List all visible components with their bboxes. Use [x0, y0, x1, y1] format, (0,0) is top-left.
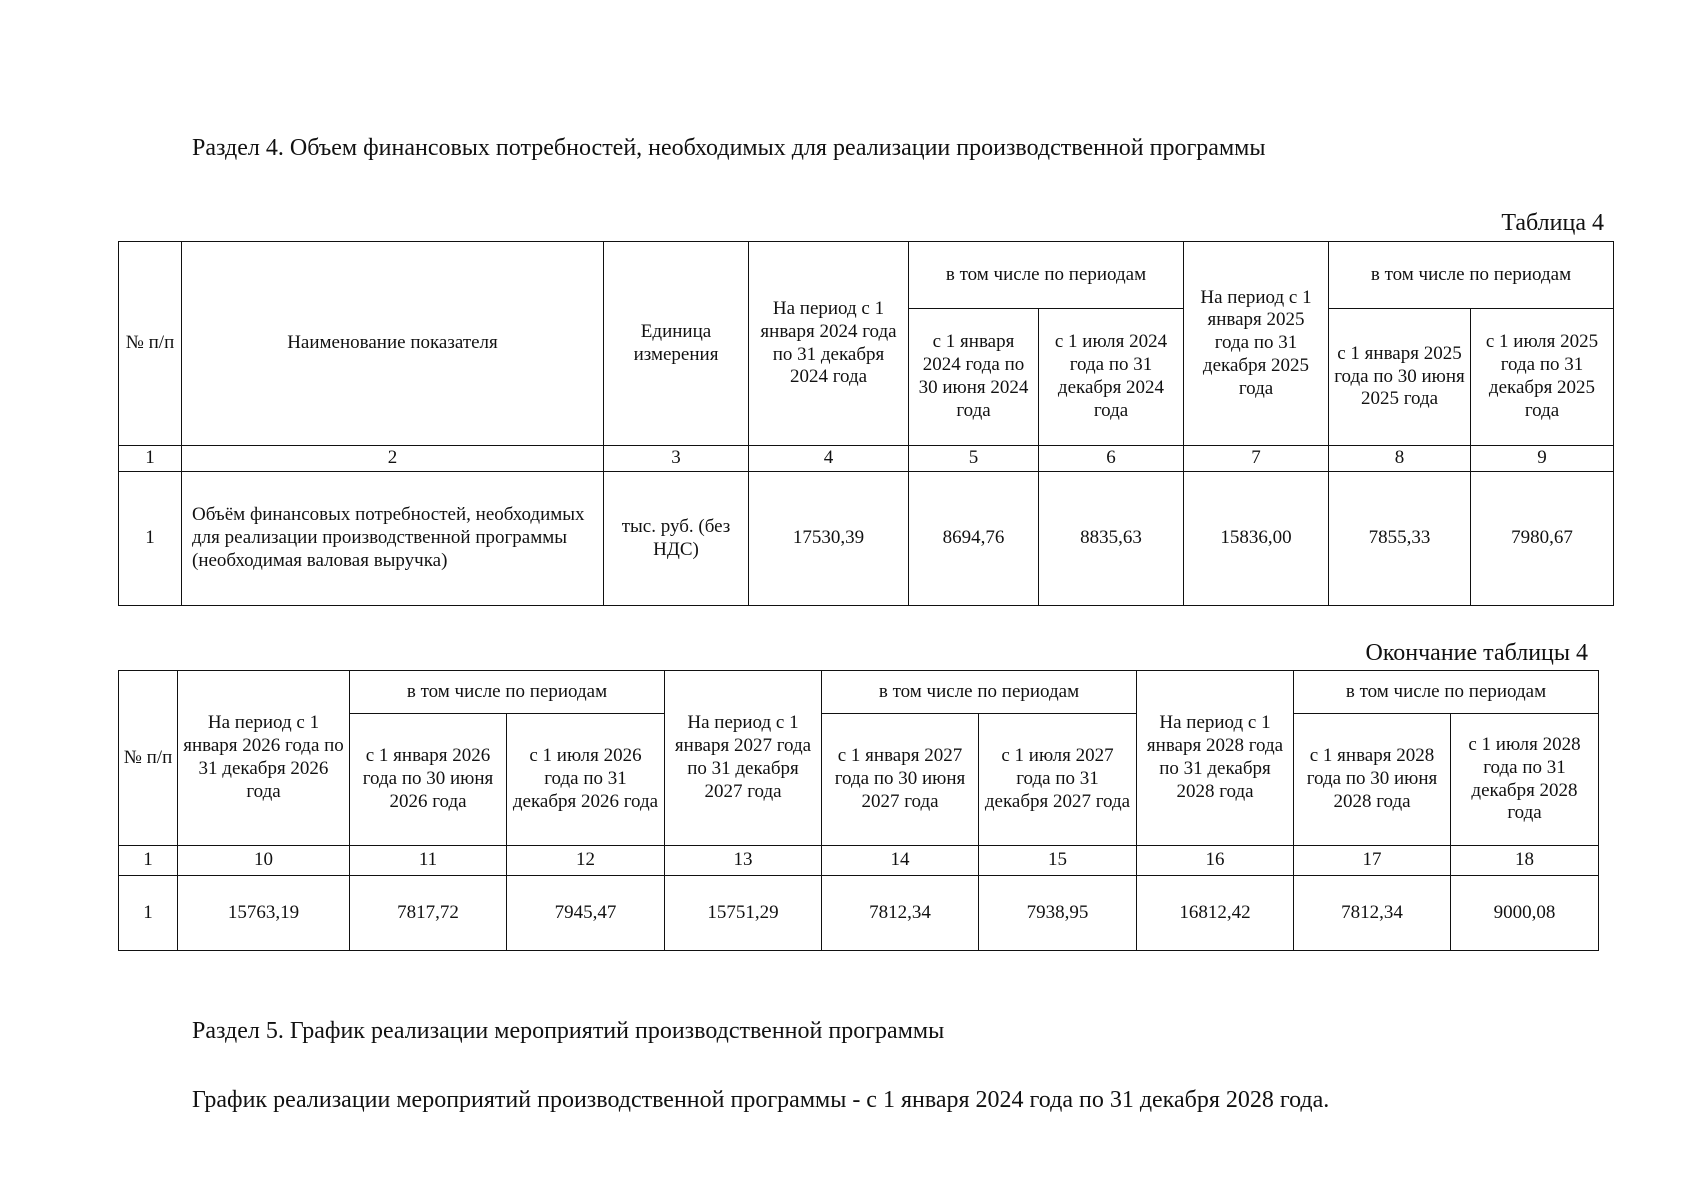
header-period-2025: На период с 1 января 2025 года по 31 декабря 2025 года: [1184, 242, 1329, 446]
header-including-periods-2025: в том числе по периодам: [1329, 242, 1614, 309]
column-number: 1: [119, 846, 178, 876]
table-4-end: [118, 670, 1599, 951]
header-h2-2028: с 1 июля 2028 года по 31 декабря 2028 года: [1451, 714, 1599, 846]
column-number: 6: [1039, 446, 1184, 472]
value-h1-2026: 7817,72: [350, 876, 507, 951]
row-number: 1: [119, 876, 178, 951]
column-number: 8: [1329, 446, 1471, 472]
header-including-periods-2028: в том числе по периодам: [1294, 671, 1599, 714]
table-row: [119, 876, 1599, 951]
value-h1-2027: 7812,34: [822, 876, 979, 951]
header-including-periods-2024: в том числе по периодам: [909, 242, 1184, 309]
header-h2-2024: с 1 июля 2024 года по 31 декабря 2024 года: [1039, 309, 1184, 446]
header-period-2024: На период с 1 января 2024 года по 31 декабря 2024 года: [749, 242, 909, 446]
header-h1-2027: с 1 января 2027 года по 30 июня 2027 года: [822, 714, 979, 846]
header-period-2026: На период с 1 января 2026 года по 31 декабря 2026 года: [178, 671, 350, 846]
header-unit: Единица измерения: [604, 242, 749, 446]
column-number: 9: [1471, 446, 1614, 472]
value-h2-2026: 7945,47: [507, 876, 665, 951]
table-row: [119, 472, 1614, 606]
value-h2-2024: 8835,63: [1039, 472, 1184, 606]
column-number: 16: [1137, 846, 1294, 876]
column-number: 12: [507, 846, 665, 876]
column-number: 7: [1184, 446, 1329, 472]
column-number: 10: [178, 846, 350, 876]
column-number: 5: [909, 446, 1039, 472]
column-number: 2: [182, 446, 604, 472]
value-2027: 15751,29: [665, 876, 822, 951]
header-period-2028: На период с 1 января 2028 года по 31 декабря 2028 года: [1137, 671, 1294, 846]
header-col-no: № п/п: [119, 671, 178, 846]
table-4: [118, 241, 1614, 606]
section-5-text: График реализации мероприятий производственной программы - с 1 января 2024 года по 31 декабря 2028 года.: [192, 1087, 1330, 1113]
column-number: 14: [822, 846, 979, 876]
column-number: 1: [119, 446, 182, 472]
value-2026: 15763,19: [178, 876, 350, 951]
header-h1-2028: с 1 января 2028 года по 30 июня 2028 года: [1294, 714, 1451, 846]
value-h1-2028: 7812,34: [1294, 876, 1451, 951]
table-4-label: Таблица 4: [1501, 210, 1604, 236]
column-number: 17: [1294, 846, 1451, 876]
value-h2-2027: 7938,95: [979, 876, 1137, 951]
header-h2-2027: с 1 июля 2027 года по 31 декабря 2027 года: [979, 714, 1137, 846]
row-number: 1: [119, 472, 182, 606]
section-5-title: Раздел 5. График реализации мероприятий производственной программы: [192, 1018, 945, 1044]
column-numbers-row: [119, 446, 1614, 472]
header-h1-2025: с 1 января 2025 года по 30 июня 2025 года: [1329, 309, 1471, 446]
header-including-periods-2026: в том числе по периодам: [350, 671, 665, 714]
value-2025: 15836,00: [1184, 472, 1329, 606]
value-h1-2025: 7855,33: [1329, 472, 1471, 606]
table-4-end-label: Окончание таблицы 4: [1365, 640, 1588, 666]
column-number: 18: [1451, 846, 1599, 876]
value-2024: 17530,39: [749, 472, 909, 606]
header-h1-2026: с 1 января 2026 года по 30 июня 2026 года: [350, 714, 507, 846]
section-4-title: Раздел 4. Объем финансовых потребностей, необходимых для реализации производственной программы: [192, 135, 1266, 161]
column-number: 13: [665, 846, 822, 876]
column-numbers-row: [119, 846, 1599, 876]
column-number: 3: [604, 446, 749, 472]
column-number: 15: [979, 846, 1137, 876]
value-2028: 16812,42: [1137, 876, 1294, 951]
unit-value: тыс. руб. (без НДС): [604, 472, 749, 606]
header-indicator-name: Наименование показателя: [182, 242, 604, 446]
header-h2-2026: с 1 июля 2026 года по 31 декабря 2026 года: [507, 714, 665, 846]
header-including-periods-2027: в том числе по периодам: [822, 671, 1137, 714]
header-h1-2024: с 1 января 2024 года по 30 июня 2024 года: [909, 309, 1039, 446]
value-h2-2028: 9000,08: [1451, 876, 1599, 951]
indicator-name: Объём финансовых потребностей, необходимых для реализации производственной программы (необходимая валовая выручка): [182, 472, 604, 606]
header-col-no: № п/п: [119, 242, 182, 446]
header-period-2027: На период с 1 января 2027 года по 31 декабря 2027 года: [665, 671, 822, 846]
value-h1-2024: 8694,76: [909, 472, 1039, 606]
value-h2-2025: 7980,67: [1471, 472, 1614, 606]
column-number: 4: [749, 446, 909, 472]
column-number: 11: [350, 846, 507, 876]
header-h2-2025: с 1 июля 2025 года по 31 декабря 2025 года: [1471, 309, 1614, 446]
